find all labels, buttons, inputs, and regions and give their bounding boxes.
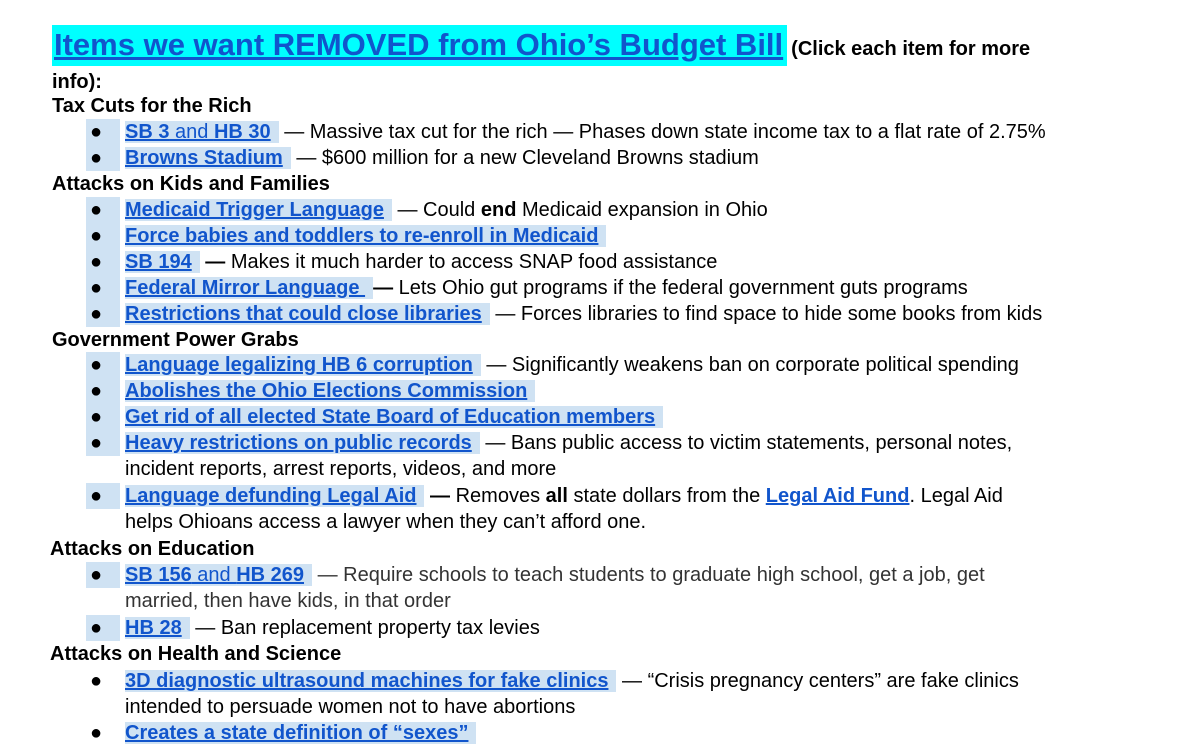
- section-heading-kids-families: Attacks on Kids and Families: [52, 173, 330, 195]
- item-description: — “Crisis pregnancy centers” are fake clinics: [616, 670, 1019, 692]
- item-description-bold: all: [545, 485, 568, 507]
- item-description: — Could: [391, 199, 481, 221]
- bullet: ●: [86, 197, 120, 223]
- title-note-continued: info):: [52, 71, 102, 93]
- sb194-link[interactable]: SB 194: [125, 251, 192, 273]
- item-description: — Forces libraries to find space to hide some books from kids: [489, 303, 1043, 325]
- board-of-education-link[interactable]: Get rid of all elected State Board of Education members: [125, 406, 656, 428]
- hb28-link[interactable]: HB 28: [125, 617, 182, 639]
- item-description-bold: end: [480, 199, 517, 221]
- elections-commission-link[interactable]: Abolishes the Ohio Elections Commission: [125, 380, 528, 402]
- item-dash: —: [373, 277, 394, 299]
- item-description: Makes it much harder to access SNAP food assistance: [225, 251, 718, 273]
- sb156-link[interactable]: SB 156: [125, 564, 192, 586]
- legal-aid-fund-link[interactable]: Legal Aid Fund: [765, 485, 910, 507]
- item-description-line2: intended to persuade women not to have abortions: [125, 696, 576, 718]
- link-and: and: [169, 121, 214, 143]
- item-description: — Ban replacement property tax levies: [189, 617, 540, 639]
- sb3-link[interactable]: SB 3: [125, 121, 170, 143]
- bullet: ●: [86, 430, 120, 456]
- bullet: ●: [86, 223, 120, 249]
- title-note: (Click each item for more: [791, 38, 1031, 60]
- federal-mirror-link[interactable]: Federal Mirror Language: [125, 277, 366, 299]
- section-heading-education: Attacks on Education: [50, 538, 255, 560]
- list-item: [86, 430, 1196, 482]
- medicaid-trigger-link[interactable]: Medicaid Trigger Language: [125, 199, 384, 221]
- hb6-corruption-link[interactable]: Language legalizing HB 6 corruption: [125, 354, 473, 376]
- item-description: — $600 million for a new Cleveland Browns stadium: [290, 147, 759, 169]
- bullet: ●: [90, 670, 103, 692]
- bullet: ●: [86, 615, 120, 641]
- section-heading-power-grabs: Government Power Grabs: [52, 329, 299, 351]
- bullet: ●: [86, 119, 120, 145]
- medicaid-reenroll-link[interactable]: Force babies and toddlers to re-enroll in Medicaid: [125, 225, 599, 247]
- title-line: [52, 26, 1030, 64]
- browns-stadium-link[interactable]: Browns Stadium: [125, 147, 283, 169]
- bullet: ●: [86, 404, 120, 430]
- public-records-link[interactable]: Heavy restrictions on public records: [125, 432, 472, 454]
- page-title-link[interactable]: Items we want REMOVED from Ohio’s Budget Bill: [52, 25, 787, 66]
- bullet: ●: [90, 722, 103, 744]
- hb30-link[interactable]: HB 30: [213, 121, 271, 143]
- hb269-link[interactable]: HB 269: [236, 564, 305, 586]
- item-description-line2: incident reports, arrest reports, videos, and more: [125, 458, 557, 480]
- bullet: ●: [86, 378, 120, 404]
- sexes-definition-link[interactable]: Creates a state definition of “sexes”: [125, 722, 469, 744]
- bullet: ●: [86, 301, 120, 327]
- item-description: Lets Ohio gut programs if the federal government guts programs: [393, 277, 968, 299]
- bullet: ●: [86, 562, 120, 588]
- list-item: [86, 562, 1196, 614]
- item-description-line2: helps Ohioans access a lawyer when they can’t afford one.: [125, 511, 647, 533]
- section-heading-health-science: Attacks on Health and Science: [50, 643, 342, 665]
- item-description: Medicaid expansion in Ohio: [516, 199, 768, 221]
- item-dash: —: [199, 251, 226, 273]
- bullet: ●: [86, 275, 120, 301]
- item-description: — Bans public access to victim statements, personal notes,: [479, 432, 1013, 454]
- list-item: [86, 483, 1196, 535]
- item-dash: —: [424, 485, 451, 507]
- section-heading-tax-cuts: Tax Cuts for the Rich: [52, 95, 252, 117]
- list-item: [86, 668, 1196, 720]
- item-description: — Require schools to teach students to graduate high school, get a job, get: [312, 564, 985, 586]
- item-description: — Massive tax cut for the rich — Phases down state income tax to a flat rate of 2.75%: [278, 121, 1046, 143]
- ultrasound-link[interactable]: 3D diagnostic ultrasound machines for fake clinics: [125, 670, 609, 692]
- item-description: — Significantly weakens ban on corporate political spending: [480, 354, 1019, 376]
- item-description: Removes: [450, 485, 546, 507]
- bullet: ●: [86, 249, 120, 275]
- bullet: ●: [86, 145, 120, 171]
- bullet: ●: [86, 352, 120, 378]
- item-description: state dollars from the: [567, 485, 766, 507]
- libraries-link[interactable]: Restrictions that could close libraries: [125, 303, 482, 325]
- item-description: . Legal Aid: [909, 485, 1003, 507]
- bullet: ●: [86, 483, 120, 509]
- link-and: and: [191, 564, 237, 586]
- legal-aid-defunding-link[interactable]: Language defunding Legal Aid: [125, 485, 417, 507]
- item-description-line2: married, then have kids, in that order: [125, 590, 451, 612]
